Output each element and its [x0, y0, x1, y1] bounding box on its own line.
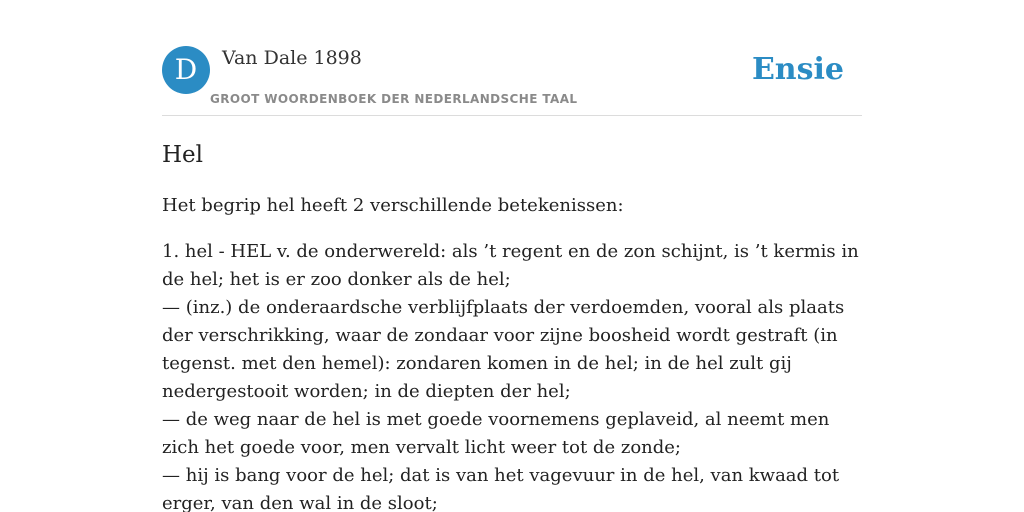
entry-definition — [162, 238, 862, 512]
dictionary-logo[interactable]: D — [162, 46, 210, 94]
definition-line: — hij is bang voor de hel; dat is van het vagevuur in de hel, van kwaad tot erger, van den wal in de sloot; — [162, 465, 840, 512]
site-header — [162, 46, 862, 116]
dictionary-subtitle: GROOT WOORDENBOEK DER NEDERLANDSCHE TAAL — [210, 92, 578, 106]
dictionary-title[interactable]: Van Dale 1898 — [222, 47, 362, 69]
entry-content — [162, 138, 862, 512]
brand-logo[interactable]: Ensie — [751, 52, 844, 87]
entry-headword: Hel — [162, 142, 204, 168]
definition-line: 1. hel - HEL v. de onderwereld: als ’t regent en de zon schijnt, is ’t kermis in de hel; het is er zoo donker als de hel; — [162, 241, 859, 290]
definition-line: — (inz.) de onderaardsche verblijfplaats der verdoemden, vooral als plaats der verschrikking, waar de zondaar voor zijne boosheid wordt gestraft (in tegenst. met den hemel): zondaren komen in de hel; in de hel zult gij nedergestooit worden; in de diepten der hel; — [162, 297, 845, 402]
definition-line: — de weg naar de hel is met goede voornemens geplaveid, al neemt men zich het goede voor, men vervalt licht weer tot de zonde; — [162, 409, 830, 458]
entry-intro: Het begrip hel heeft 2 verschillende betekenissen: — [162, 195, 624, 216]
